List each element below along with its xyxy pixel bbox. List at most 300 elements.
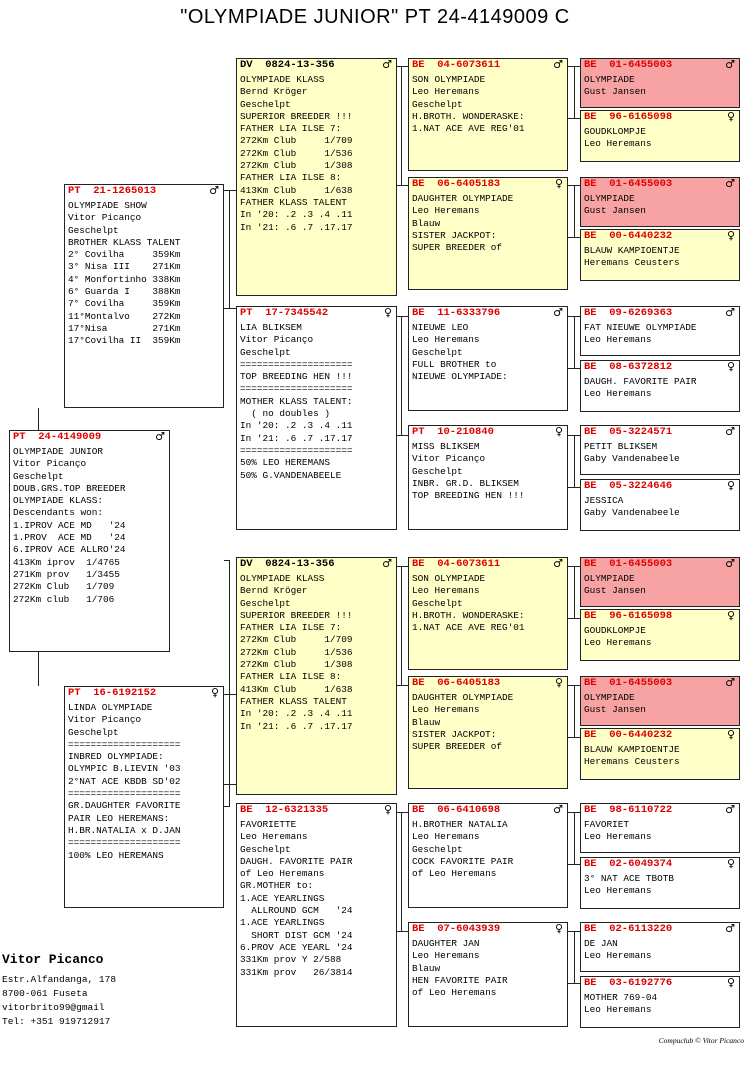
detail-line: 413Km Club 1/638 (240, 683, 353, 695)
detail-line: TOP BREEDING HEN !!! (240, 371, 353, 383)
detail-line: Leo Heremans (584, 388, 652, 400)
detail-line: 1.NAT ACE AVE REG'01 (412, 123, 525, 135)
male-icon: ♂ (553, 306, 563, 319)
pigeon-card-g1 (580, 58, 740, 108)
detail-line: SUPERIOR BREEDER !!! (240, 609, 353, 621)
connector-line (574, 185, 575, 237)
detail-line: 17°Nisa 271Km (68, 322, 181, 334)
ring-number-text: BE 08-6372812 (584, 361, 673, 373)
male-icon: ♂ (725, 803, 735, 816)
detail-line: GR.MOTHER to: (240, 880, 314, 892)
female-icon: ♀ (726, 110, 735, 123)
detail-line: 2°NAT ACE KBDB SD'02 (68, 775, 181, 787)
detail-line: Leo Heremans (412, 950, 480, 962)
detail-line: SISTER JACKPOT: (412, 229, 497, 241)
detail-line: H.BROTHER NATALIA (412, 819, 508, 830)
detail-line: 331Km prov Y 2/588 (240, 954, 342, 966)
detail-line: of Leo Heremans (412, 868, 497, 880)
connector-line (224, 190, 236, 191)
detail-line: Gust Jansen (584, 86, 646, 98)
ring-number-text: BE 11-6333796 (412, 307, 501, 319)
ring-number-text: BE 01-6455003 (584, 558, 673, 570)
pigeon-card-g3 (580, 177, 740, 227)
connector-line (397, 685, 408, 686)
connector-line (224, 694, 236, 695)
pigeon-card-ss (236, 58, 397, 296)
detail-line: 50% LEO HEREMANS (240, 457, 331, 469)
detail-line: Leo Heremans (412, 585, 480, 597)
ring-number (581, 307, 739, 320)
ring-number-text: PT 16-6192152 (68, 687, 157, 699)
detail-line: HEN FAVORITE PAIR (412, 974, 508, 986)
ring-number-text: BE 04-6073611 (412, 558, 501, 570)
detail-line: Gust Jansen (584, 704, 646, 716)
pigeon-card-dd (236, 803, 397, 1027)
male-icon: ♂ (155, 430, 165, 443)
detail-line: 272Km Club 1/308 (240, 659, 353, 671)
pigeon-details (237, 72, 396, 234)
ring-number (409, 307, 567, 320)
detail-line: Leo Heremans (412, 86, 480, 98)
detail-line: NIEUWE LEO (412, 322, 469, 333)
detail-line: Geschelpt (13, 470, 64, 482)
pigeon-card-g7 (580, 425, 740, 475)
pigeon-card-g14 (580, 857, 740, 909)
connector-line (229, 784, 230, 806)
owner-address-1: Estr.Alfandanga, 178 (2, 974, 117, 985)
connector-line (568, 737, 580, 738)
detail-line: In '20: .2 .3 .4 .11 (240, 708, 353, 720)
detail-line: 272Km Club 1/536 (240, 646, 353, 658)
connector-line (568, 368, 580, 369)
owner-phone: Tel: +351 919712917 (2, 1016, 111, 1027)
detail-line: ALLROUND GCM '24 (240, 905, 353, 917)
detail-line: FATHER LIA ILSE 8: (240, 671, 342, 683)
detail-line: 6° Guarda I 388Km (68, 286, 181, 298)
owner-name: Vitor Picanco (2, 952, 104, 967)
pigeon-details (10, 444, 169, 606)
pigeon-card-sd (236, 306, 397, 530)
detail-line: 1.ACE YEARLINGS (240, 892, 325, 904)
detail-line: DAUGHTER OLYMPIADE (412, 692, 514, 703)
ring-number-text: BE 06-6405183 (412, 677, 501, 689)
detail-line: Leo Heremans (412, 334, 480, 346)
detail-line: 272Km Club 1/709 (240, 634, 353, 646)
detail-line: ==================== (240, 383, 353, 395)
detail-line: Vitor Picanço (240, 334, 314, 346)
owner-address-2: 8700-061 Fuseta (2, 988, 88, 999)
pigeon-details (409, 191, 567, 254)
pigeon-card-g15 (580, 922, 740, 972)
detail-line: Leo Heremans (240, 831, 308, 843)
detail-line: 4° Monfortinho 338Km (68, 273, 181, 285)
detail-line: Blauw (412, 217, 441, 229)
pigeon-card-dam (64, 686, 224, 908)
detail-line: FATHER LIA ILSE 7: (240, 123, 342, 135)
female-icon: ♀ (554, 425, 563, 438)
detail-line: of Leo Heremans (412, 987, 497, 999)
detail-line: 272Km Club 1/709 (240, 135, 353, 147)
ring-number (237, 558, 396, 571)
connector-line (568, 618, 580, 619)
connector-line (574, 66, 575, 118)
detail-line: DAUGHTER JAN (412, 938, 480, 949)
detail-line: H.BROTH. WONDERASKE: (412, 110, 525, 122)
male-icon: ♂ (725, 676, 735, 689)
page-title: "OLYMPIADE JUNIOR" PT 24-4149009 C (180, 6, 570, 28)
detail-line: Vitor Picanço (68, 714, 142, 726)
connector-line (397, 931, 408, 932)
pigeon-card-g4 (580, 229, 740, 281)
connector-line (224, 308, 236, 309)
connector-line (568, 118, 580, 119)
pigeon-card-ddd (408, 922, 568, 1027)
ring-number (581, 111, 739, 124)
female-icon: ♀ (726, 857, 735, 870)
detail-line: TOP BREEDING HEN !!! (412, 490, 525, 502)
detail-line: 1.PROV ACE MD '24 (13, 532, 126, 544)
ring-number-text: BE 03-6192776 (584, 977, 673, 989)
connector-line (401, 566, 402, 685)
connector-line (568, 983, 580, 984)
pigeon-details (409, 571, 567, 634)
ring-number (409, 178, 567, 191)
ring-number (581, 923, 739, 936)
detail-line: 3° Nisa III 271Km (68, 261, 181, 273)
detail-line: LINDA OLYMPIADE (68, 702, 153, 713)
ring-number (581, 677, 739, 690)
ring-number-text: BE 01-6455003 (584, 677, 673, 689)
pigeon-details (581, 571, 739, 598)
detail-line: 272Km Club 1/308 (240, 160, 353, 172)
male-icon: ♂ (725, 425, 735, 438)
detail-line: GOUDKLOMPJE (584, 625, 646, 636)
detail-line: INBRED OLYMPIADE: (68, 751, 164, 763)
detail-line: Geschelpt (240, 843, 291, 855)
ring-number (581, 59, 739, 72)
male-icon: ♂ (382, 58, 392, 71)
ring-number (581, 729, 739, 742)
ring-number-text: BE 07-6043939 (412, 923, 501, 935)
detail-line: In '20: .2 .3 .4 .11 (240, 209, 353, 221)
detail-line: Leo Heremans (584, 1004, 652, 1016)
ring-number (237, 307, 396, 320)
ring-number-text: BE 05-3224571 (584, 426, 673, 438)
pigeon-card-g8 (580, 479, 740, 531)
detail-line: SUPERIOR BREEDER !!! (240, 110, 353, 122)
owner-email: vitorbrito99@gmail (2, 1002, 105, 1013)
connector-line (229, 190, 230, 308)
connector-line (568, 864, 580, 865)
detail-line: SUPER BREEDER of (412, 741, 503, 753)
detail-line: Geschelpt (412, 597, 463, 609)
ring-number (237, 59, 396, 72)
ring-number (581, 361, 739, 374)
pigeon-card-sds (408, 306, 568, 411)
detail-line: Vitor Picanço (412, 453, 486, 465)
pigeon-details (237, 817, 396, 979)
detail-line: LIA BLIKSEM (240, 322, 302, 333)
ring-number (581, 977, 739, 990)
pigeon-card-g11 (580, 676, 740, 726)
detail-line: FATHER KLASS TALENT (240, 695, 347, 707)
detail-line: MISS BLIKSEM (412, 441, 480, 452)
detail-line: NIEUWE OLYMPIADE: (412, 371, 508, 383)
female-icon: ♀ (554, 922, 563, 935)
pigeon-details (581, 191, 739, 218)
detail-line: Vitor Picanço (13, 458, 87, 470)
pigeon-details (581, 320, 739, 347)
detail-line: Heremans Ceusters (584, 257, 680, 269)
connector-line (224, 806, 230, 807)
ring-number (237, 804, 396, 817)
detail-line: Leo Heremans (412, 831, 480, 843)
pigeon-details (581, 493, 739, 520)
detail-line: OLYMPIADE KLASS: (13, 495, 104, 507)
detail-line: Gaby Vandenabeele (584, 453, 680, 465)
detail-line: JESSICA (584, 495, 624, 506)
detail-line: Gust Jansen (584, 205, 646, 217)
pigeon-details (409, 72, 567, 135)
male-icon: ♂ (553, 58, 563, 71)
ring-number-text: BE 06-6410698 (412, 804, 501, 816)
pigeon-card-sire (64, 184, 224, 408)
ring-number-text: BE 01-6455003 (584, 178, 673, 190)
detail-line: In '21: .6 .7 .17.17 (240, 221, 353, 233)
detail-line: Bernd Kröger (240, 585, 308, 597)
detail-line: 272Km Club 1/536 (240, 147, 353, 159)
detail-line: Leo Heremans (584, 831, 652, 843)
detail-line: GOUDKLOMPJE (584, 126, 646, 137)
female-icon: ♀ (726, 728, 735, 741)
female-icon: ♀ (726, 229, 735, 242)
detail-line: FATHER LIA ILSE 8: (240, 172, 342, 184)
detail-line: OLYMPIADE (584, 573, 635, 584)
detail-line: SUPER BREEDER of (412, 242, 503, 254)
detail-line: DAUGH. FAVORITE PAIR (584, 376, 697, 387)
detail-line: In '21: .6 .7 .17.17 (240, 432, 353, 444)
detail-line: FAVORIET (584, 819, 630, 830)
detail-line: In '20: .2 .3 .4 .11 (240, 420, 353, 432)
detail-line: 331Km prov 26/3814 (240, 966, 353, 978)
detail-line: GR.DAUGHTER FAVORITE (68, 800, 181, 812)
detail-line: 6.IPROV ACE ALLRO'24 (13, 544, 126, 556)
male-icon: ♂ (725, 58, 735, 71)
ring-number (409, 59, 567, 72)
connector-line (401, 66, 402, 185)
female-icon: ♀ (383, 306, 392, 319)
male-icon: ♂ (553, 803, 563, 816)
female-icon: ♀ (554, 177, 563, 190)
connector-line (397, 316, 408, 317)
pigeon-details (65, 198, 223, 348)
detail-line: In '21: .6 .7 .17.17 (240, 720, 353, 732)
pigeon-card-sdd (408, 425, 568, 530)
ring-number-text: PT 21-1265013 (68, 185, 157, 197)
detail-line: Geschelpt (68, 726, 119, 738)
pigeon-card-sss (408, 58, 568, 171)
detail-line: OLYMPIADE SHOW (68, 200, 147, 211)
connector-line (574, 685, 575, 737)
detail-line: BROTHER KLASS TALENT (68, 236, 181, 248)
ring-number-text: PT 10-210840 (412, 426, 494, 438)
pigeon-details (581, 742, 739, 769)
footer-credit: Compuclub © Vitor Picanco (658, 1036, 744, 1045)
detail-line: MOTHER KLASS TALENT: (240, 395, 353, 407)
detail-line: H.BROTH. WONDERASKE: (412, 609, 525, 621)
connector-line (397, 812, 408, 813)
ring-number (581, 178, 739, 191)
ring-number (65, 185, 223, 198)
detail-line: DAUGHTER OLYMPIADE (412, 193, 514, 204)
pigeon-card-g6 (580, 360, 740, 412)
detail-line: OLYMPIADE JUNIOR (13, 446, 104, 457)
pigeon-details (581, 374, 739, 401)
detail-line: Geschelpt (412, 98, 463, 110)
pigeon-details (237, 320, 396, 482)
ring-number-text: DV 0824-13-356 (240, 59, 335, 71)
ring-number (409, 923, 567, 936)
detail-line: FULL BROTHER to (412, 358, 497, 370)
male-icon: ♂ (553, 557, 563, 570)
pigeon-card-dss (408, 557, 568, 670)
detail-line: Gust Jansen (584, 585, 646, 597)
owner-block (2, 952, 116, 1029)
pigeon-details (581, 936, 739, 963)
pigeon-card-ds (236, 557, 397, 795)
detail-line: ( no doubles ) (240, 408, 331, 420)
ring-number (581, 230, 739, 243)
detail-line: FATHER KLASS TALENT (240, 196, 347, 208)
pigeon-card-g5 (580, 306, 740, 356)
connector-line (397, 435, 408, 436)
ring-number-text: BE 96-6165098 (584, 610, 673, 622)
ring-number (581, 804, 739, 817)
detail-line: 1.IPROV ACE MD '24 (13, 519, 126, 531)
detail-line: MOTHER 769-04 (584, 992, 658, 1003)
detail-line: 17°Covilha II 359Km (68, 335, 181, 347)
detail-line: Leo Heremans (584, 950, 652, 962)
ring-number-text: BE 02-6113220 (584, 923, 673, 935)
detail-line: SHORT DIST GCM '24 (240, 929, 353, 941)
detail-line: Leo Heremans (412, 704, 480, 716)
connector-line (574, 435, 575, 487)
detail-line: 272Km Club 1/709 (13, 581, 115, 593)
detail-line: BLAUW KAMPIOENTJE (584, 744, 680, 755)
detail-line: 6.PROV ACE YEARL '24 (240, 941, 353, 953)
ring-number (581, 480, 739, 493)
detail-line: Geschelpt (240, 98, 291, 110)
ring-number-text: BE 12-6321335 (240, 804, 329, 816)
detail-line: ==================== (68, 837, 181, 849)
ring-number (409, 804, 567, 817)
female-icon: ♀ (726, 360, 735, 373)
pigeon-details (581, 690, 739, 717)
detail-line: Geschelpt (412, 346, 463, 358)
connector-line (568, 237, 580, 238)
pigeon-details (409, 690, 567, 753)
male-icon: ♂ (725, 922, 735, 935)
detail-line: Leo Heremans (584, 138, 652, 150)
connector-line (229, 560, 230, 694)
male-icon: ♂ (725, 306, 735, 319)
detail-line: Blauw (412, 716, 441, 728)
pigeon-card-g9 (580, 557, 740, 607)
pigeon-details (237, 571, 396, 733)
detail-line: SISTER JACKPOT: (412, 728, 497, 740)
ring-number (409, 558, 567, 571)
detail-line: 413Km Club 1/638 (240, 184, 353, 196)
ring-number (581, 858, 739, 871)
connector-line (401, 316, 402, 435)
detail-line: Geschelpt (412, 465, 463, 477)
pigeon-card-dds (408, 803, 568, 908)
ring-number (10, 431, 169, 444)
connector-line (38, 408, 39, 430)
detail-line: Leo Heremans (584, 885, 652, 897)
pigeon-details (409, 320, 567, 383)
ring-number-text: BE 01-6455003 (584, 59, 673, 71)
detail-line: Geschelpt (240, 597, 291, 609)
detail-line: ==================== (240, 358, 353, 370)
ring-number-text: BE 00-6440232 (584, 230, 673, 242)
detail-line: FAVORIETTE (240, 819, 297, 830)
detail-line: FAT NIEUWE OLYMPIADE (584, 322, 697, 333)
pigeon-details (581, 243, 739, 270)
connector-line (224, 784, 236, 785)
detail-line: OLYMPIADE KLASS (240, 74, 325, 85)
connector-line (38, 652, 39, 686)
detail-line: 271Km prov 1/3455 (13, 568, 120, 580)
female-icon: ♀ (726, 609, 735, 622)
female-icon: ♀ (726, 976, 735, 989)
ring-number (409, 677, 567, 690)
pigeon-details (581, 623, 739, 650)
connector-line (397, 66, 408, 67)
pigeon-details (581, 817, 739, 844)
detail-line: 1.ACE YEARLINGS (240, 917, 325, 929)
ring-number (409, 426, 567, 439)
detail-line: H.BR.NATALIA x D.JAN (68, 824, 181, 836)
detail-line: Vitor Picanço (68, 212, 142, 224)
ring-number-text: BE 02-6049374 (584, 858, 673, 870)
pigeon-card-g2 (580, 110, 740, 162)
detail-line: 2° Covilha 359Km (68, 249, 181, 261)
detail-line: PETIT BLIKSEM (584, 441, 658, 452)
detail-line: Blauw (412, 962, 441, 974)
detail-line: BLAUW KAMPIOENTJE (584, 245, 680, 256)
pigeon-card-g16 (580, 976, 740, 1028)
pigeon-card-g13 (580, 803, 740, 853)
male-icon: ♂ (725, 557, 735, 570)
pigeon-details (581, 871, 739, 898)
detail-line: Heremans Ceusters (584, 756, 680, 768)
ring-number (581, 558, 739, 571)
pigeon-details (65, 700, 223, 862)
ring-number (65, 687, 223, 700)
pigeon-card-dsd (408, 676, 568, 789)
ring-number (581, 610, 739, 623)
connector-line (574, 812, 575, 864)
pigeon-card-subject (9, 430, 170, 652)
detail-line: COCK FAVORITE PAIR (412, 855, 514, 867)
detail-line: Leo Heremans (584, 334, 652, 346)
detail-line: DAUGH. FAVORITE PAIR (240, 855, 353, 867)
detail-line: Leo Heremans (412, 205, 480, 217)
female-icon: ♀ (726, 479, 735, 492)
pigeon-details (409, 936, 567, 999)
detail-line: 3° NAT ACE TBOTB (584, 873, 675, 884)
